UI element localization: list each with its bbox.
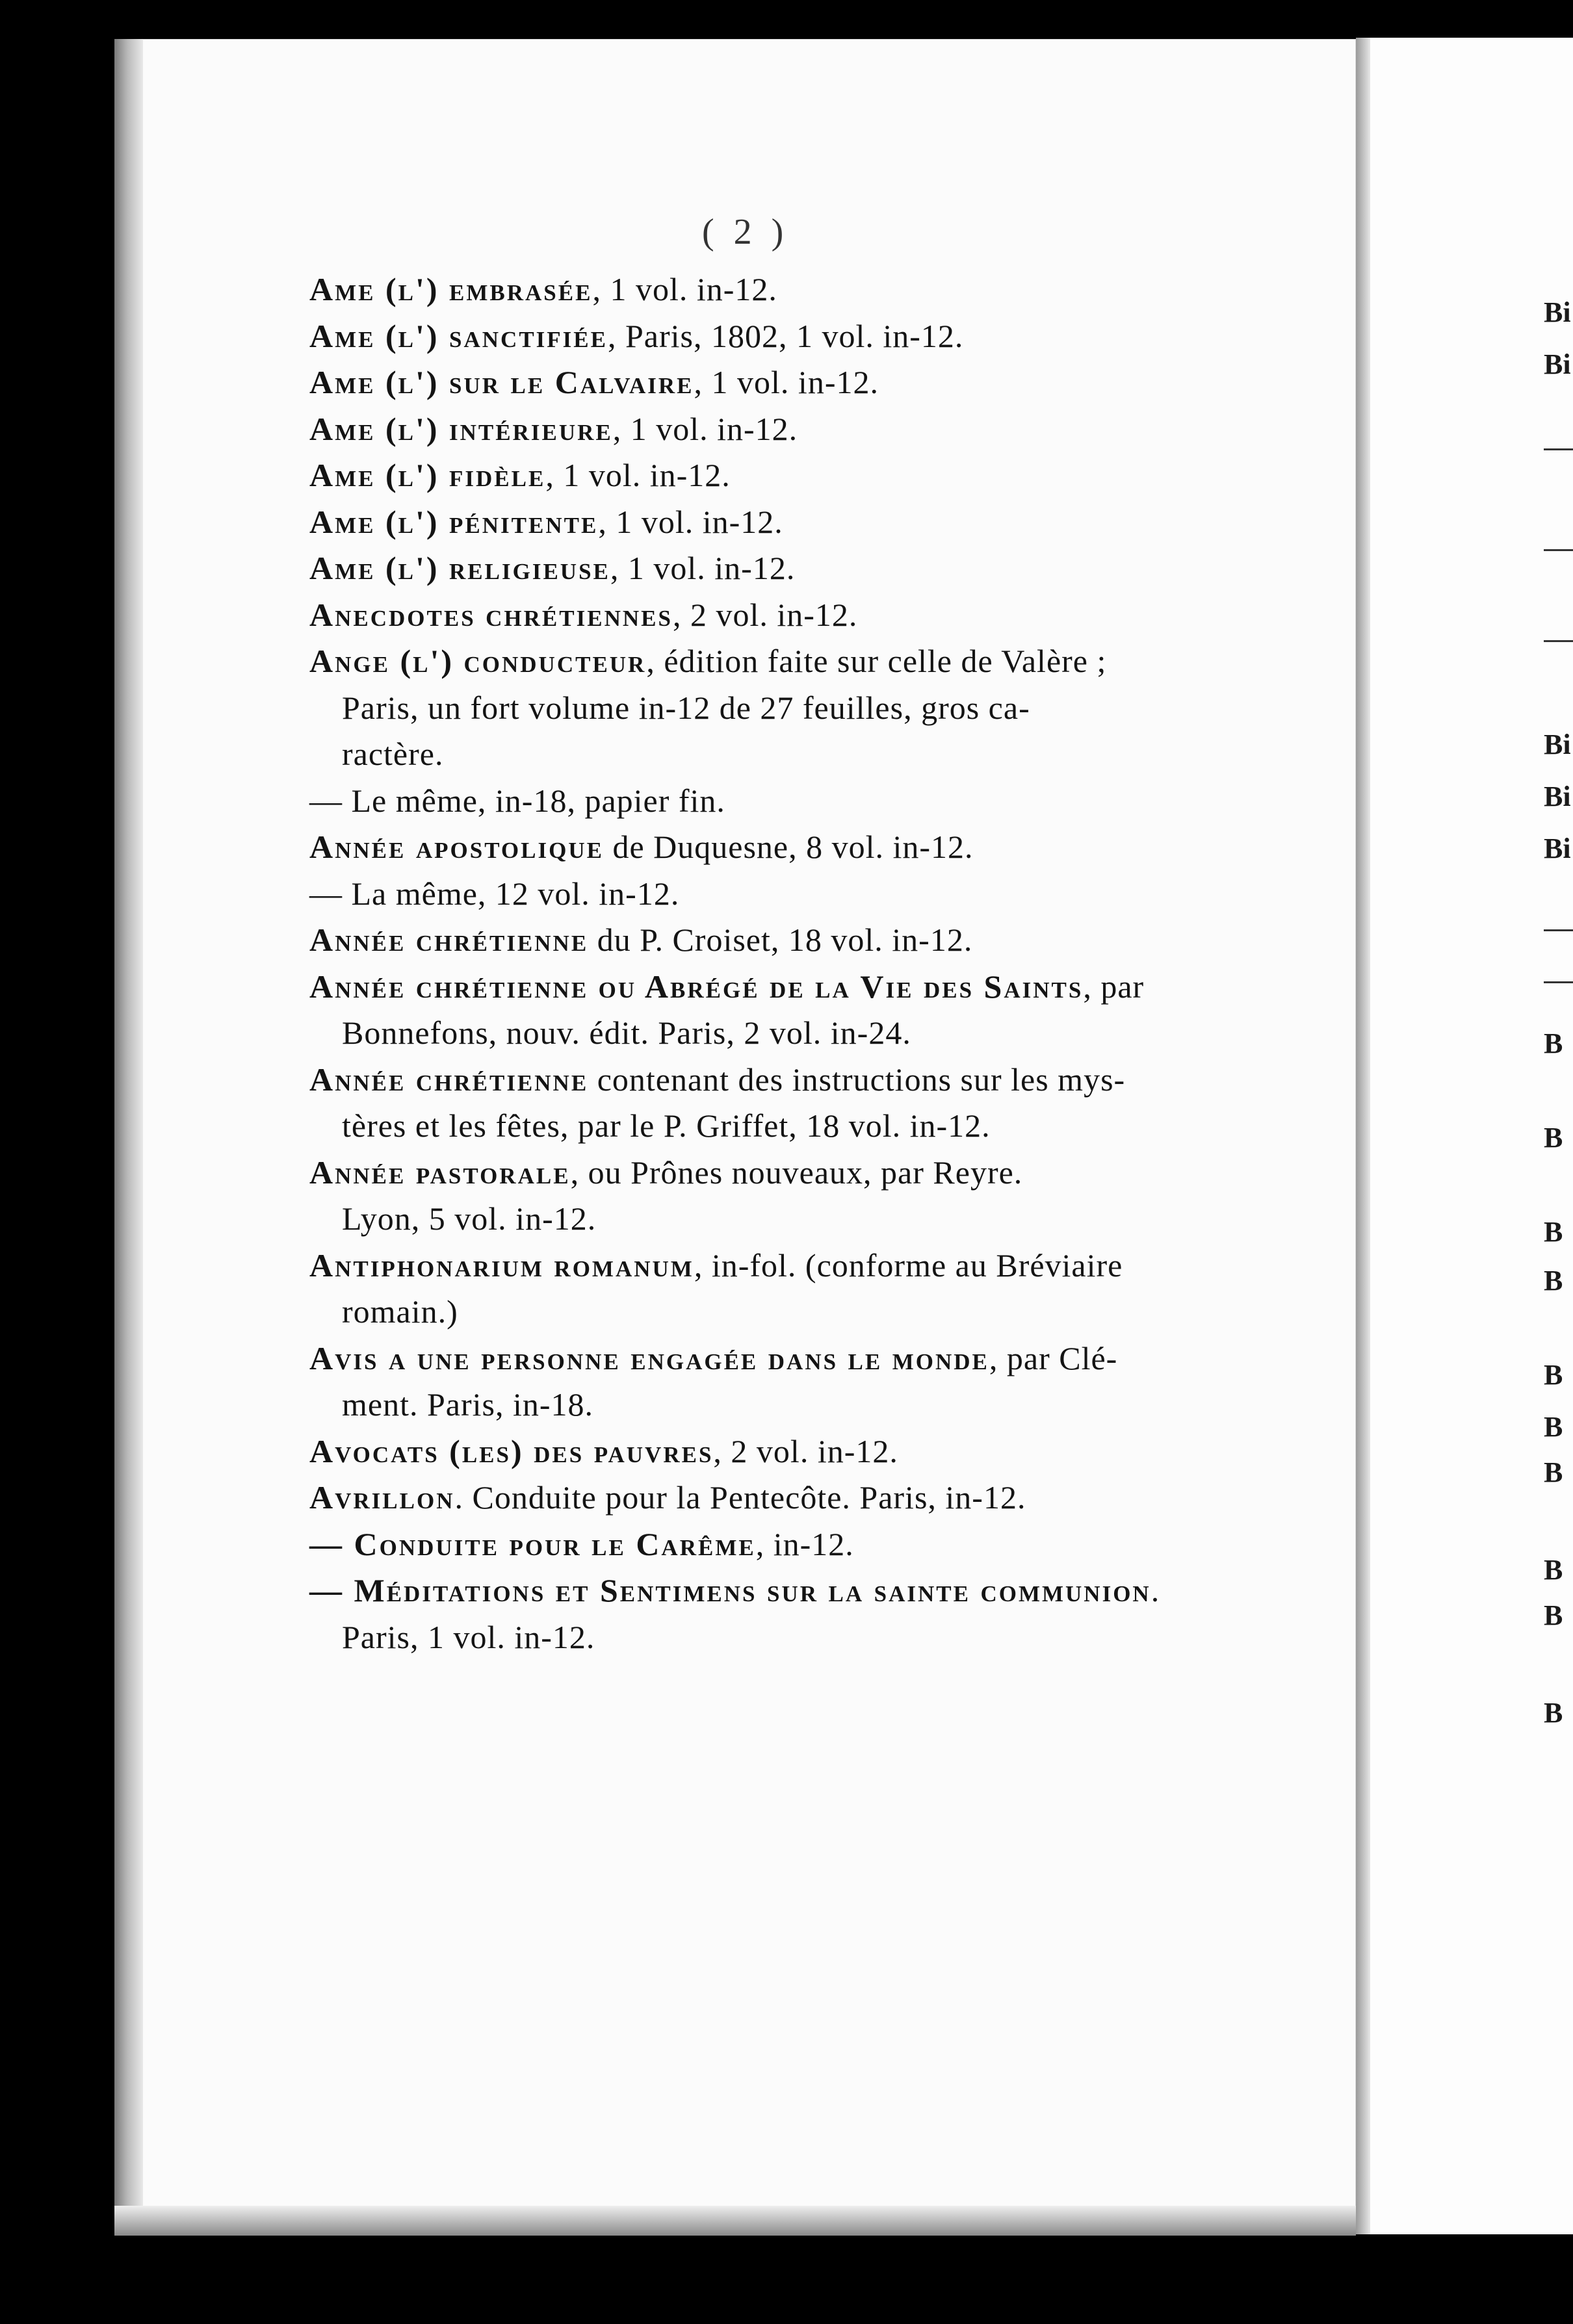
margin-fragment: B (1544, 1027, 1563, 1059)
catalog-entry-line (309, 1475, 1219, 1521)
entry-details: , édition faite sur celle de Valère ; (646, 643, 1107, 679)
margin-fragment (1544, 981, 1573, 983)
entry-title: Ame (l') fidèle (309, 457, 546, 493)
entry-title: Année chrétienne ou Abrégé de la Vie des Saints (309, 968, 1084, 1005)
entry-title: Avrillon (309, 1479, 455, 1516)
catalog-entry-line (309, 359, 1219, 406)
catalog-entry-line (309, 1150, 1219, 1196)
entry-title: Année pastorale (309, 1154, 571, 1191)
entry-details: tères et les fêtes, par le P. Griffet, 18 vol. in-12. (342, 1107, 991, 1144)
entry-details: Bonnefons, nouv. édit. Paris, 2 vol. in-24. (342, 1014, 911, 1051)
catalog-entry-line (309, 499, 1219, 546)
margin-fragment: B (1544, 1359, 1563, 1391)
margin-fragment (1544, 448, 1573, 450)
catalog-entry-line (309, 824, 1219, 871)
margin-fragment: Bi (1544, 296, 1571, 328)
entry-title: Ame (l') intérieure (309, 410, 613, 447)
catalog-entry-line (309, 917, 1219, 964)
entry-title: Année chrétienne (309, 1061, 589, 1098)
catalog-entry-line (309, 1336, 1219, 1382)
right-page (1356, 38, 1573, 2234)
catalog-entry-line (309, 778, 1219, 825)
entry-details: , in-fol. (conforme au Bréviaire (694, 1246, 1123, 1284)
entry-title: Avis a une personne engagée dans le monde (309, 1339, 989, 1376)
margin-fragment (1544, 549, 1573, 551)
entry-details: . (1150, 1572, 1160, 1608)
margin-fragment: Bi (1544, 348, 1571, 380)
catalog-entry-line (309, 1382, 1219, 1428)
entry-details: , par Clé- (989, 1339, 1118, 1376)
entry-details: contenant des instructions sur les mys- (588, 1061, 1126, 1098)
entry-details: , Paris, 1802, 1 vol. in-12. (607, 317, 964, 354)
catalog-entry-line (309, 406, 1219, 453)
catalog-entry-line (309, 1428, 1219, 1475)
entry-title: Ame (l') sur le Calvaire (309, 364, 694, 400)
margin-fragment (1544, 929, 1573, 931)
entry-details: . Conduite pour la Pentecôte. Paris, in-12. (454, 1479, 1026, 1516)
catalog-entry-line (309, 592, 1219, 639)
margin-fragment: B (1544, 1456, 1563, 1488)
catalog-entry-line (309, 313, 1219, 360)
catalog-entry-line (309, 1057, 1219, 1104)
entry-details: de Duquesne, 8 vol. in-12. (603, 829, 974, 865)
entry-title: Ame (l') sanctifiée (309, 317, 608, 354)
margin-fragment (1544, 640, 1573, 642)
entry-title: Ame (l') pénitente (309, 503, 599, 540)
margin-fragment: B (1544, 1216, 1563, 1248)
entry-details: Paris, 1 vol. in-12. (342, 1618, 595, 1655)
entry-details: — La même, 12 vol. in-12. (309, 875, 680, 912)
catalog-entry-line (309, 1521, 1219, 1568)
entry-details: , 1 vol. in-12. (612, 410, 798, 447)
catalog-entry-line (309, 1243, 1219, 1289)
entry-details: , 2 vol. in-12. (672, 596, 858, 633)
entry-details: , par (1083, 968, 1145, 1005)
margin-fragment: B (1544, 1411, 1563, 1443)
entry-title: Avocats (les) des pauvres (309, 1432, 714, 1469)
entry-title: Ange (l') conducteur (309, 643, 647, 679)
entry-details: , ou Prônes nouveaux, par Reyre. (570, 1154, 1023, 1191)
catalog-entry-line (309, 731, 1219, 778)
entry-details: Paris, un fort volume in-12 de 27 feuilles, gros ca- (342, 689, 1030, 726)
catalog-entry-line (309, 638, 1219, 685)
entry-title: Année apostolique (309, 829, 604, 865)
entry-details: romain.) (342, 1293, 458, 1330)
entry-details: du P. Croiset, 18 vol. in-12. (588, 922, 973, 958)
entry-title: Ame (l') embrasée (309, 271, 593, 307)
margin-fragment: B (1544, 1554, 1563, 1586)
entry-title: Antiphonarium romanum (309, 1246, 694, 1284)
catalog-entry-line (309, 1196, 1219, 1243)
catalog-entry-line (309, 685, 1219, 732)
entry-details: , 1 vol. in-12. (694, 364, 879, 400)
margin-fragment: B (1544, 1122, 1563, 1154)
facing-page-margin (1544, 0, 1573, 2324)
entry-title: Année chrétienne (309, 922, 589, 958)
margin-fragment: Bi (1544, 833, 1571, 864)
entry-details: Lyon, 5 vol. in-12. (342, 1200, 597, 1237)
catalog-entry-line (309, 1614, 1219, 1661)
margin-fragment: B (1544, 1697, 1563, 1729)
page-number: ( 2 ) (702, 212, 789, 252)
margin-fragment: Bi (1544, 729, 1571, 760)
entry-details: , 1 vol. in-12. (598, 503, 783, 540)
catalog-entry-line (309, 266, 1219, 313)
entry-details: , 1 vol. in-12. (610, 550, 796, 586)
margin-fragment: B (1544, 1265, 1563, 1297)
catalog-entries (309, 266, 1219, 1660)
entry-title: Anecdotes chrétiennes (309, 596, 673, 633)
page-edge-shadow (114, 39, 143, 2236)
catalog-entry-line (309, 452, 1219, 499)
catalog-entry-line (309, 871, 1219, 918)
entry-title: — Conduite pour le Carême (309, 1525, 756, 1562)
entry-details: ment. Paris, in-18. (342, 1386, 594, 1423)
catalog-entry-line (309, 1568, 1219, 1614)
margin-fragment: Bi (1544, 781, 1571, 812)
entry-details: , in-12. (755, 1525, 854, 1562)
entry-details: , 1 vol. in-12. (592, 271, 777, 307)
page-fold (1356, 38, 1370, 2234)
catalog-entry-line (309, 1010, 1219, 1057)
catalog-entry-line (309, 1289, 1219, 1336)
entry-details: ractère. (342, 736, 444, 772)
entry-details: , 1 vol. in-12. (545, 457, 731, 493)
entry-details: , 2 vol. in-12. (713, 1432, 898, 1469)
margin-fragment: B (1544, 1599, 1563, 1631)
page-bottom-edge (114, 2206, 1356, 2236)
catalog-entry-line (309, 545, 1219, 592)
catalog-entry-line (309, 964, 1219, 1011)
entry-details: — Le même, in-18, papier fin. (309, 782, 725, 819)
entry-title: Ame (l') religieuse (309, 550, 610, 586)
catalog-entry-line (309, 1103, 1219, 1150)
entry-title: — Méditations et Sentimens sur la sainte communion (309, 1572, 1151, 1608)
